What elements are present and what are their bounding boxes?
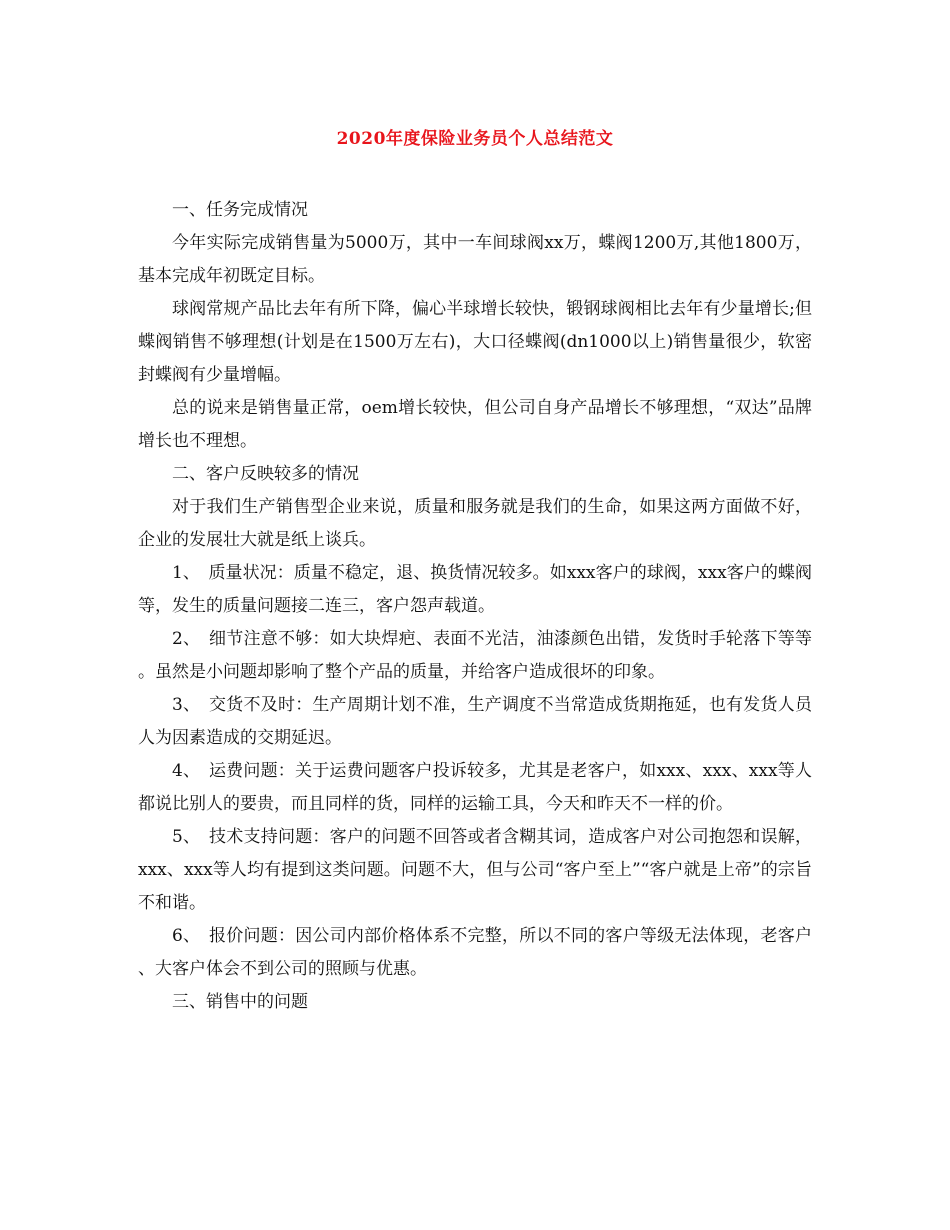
paragraph-sales-volume: 今年实际完成销售量为5000万，其中一车间球阀xx万，蝶阀1200万,其他1800万，基本完成年初既定目标。 — [138, 233, 812, 286]
paragraph-overall-summary: 总的说来是销售量正常，oem增长较快，但公司自身产品增长不够理想，“双达”品牌增长也不理想。 — [138, 398, 812, 451]
document-body — [138, 194, 812, 1019]
list-item-quotation-issue: 6、 报价问题：因公司内部价格体系不完整，所以不同的客户等级无法体现，老客户、大客户体会不到公司的照顾与优惠。 — [138, 926, 812, 979]
list-item-technical-support: 5、 技术支持问题：客户的问题不回答或者含糊其词，造成客户对公司抱怨和误解，xxx、xxx等人均有提到这类问题。问题不大，但与公司“客户至上”“客户就是上帝”的宗旨不和谐。 — [138, 827, 812, 913]
list-item-detail-attention: 2、 细节注意不够：如大块焊疤、表面不光洁，油漆颜色出错，发货时手轮落下等等。虽然是小问题却影响了整个产品的质量，并给客户造成很坏的印象。 — [138, 629, 812, 682]
list-item-quality-status: 1、 质量状况：质量不稳定，退、换货情况较多。如xxx客户的球阀，xxx客户的蝶阀等，发生的质量问题接二连三，客户怨声载道。 — [138, 563, 812, 616]
paragraph-quality-and-service: 对于我们生产销售型企业来说，质量和服务就是我们的生命，如果这两方面做不好，企业的发展壮大就是纸上谈兵。 — [138, 497, 812, 550]
document-title: 2020年度保险业务员个人总结范文 — [336, 129, 614, 149]
section-heading-customer-feedback: 二、客户反映较多的情况 — [172, 464, 359, 484]
section-heading-sales-problems: 三、销售中的问题 — [172, 992, 308, 1012]
list-item-delivery-delay: 3、 交货不及时：生产周期计划不准，生产调度不当常造成货期拖延，也有发货人员人为因素造成的交期延迟。 — [138, 695, 812, 748]
paragraph-product-trends: 球阀常规产品比去年有所下降，偏心半球增长较快，锻钢球阀相比去年有少量增长;但蝶阀销售不够理想(计划是在1500万左右)，大口径蝶阀(dn1000以上)销售量很少，软密封蝶阀有少量增幅。 — [138, 299, 812, 385]
list-item-freight-issue: 4、 运费问题：关于运费问题客户投诉较多，尤其是老客户，如xxx、xxx、xxx等人都说比别人的要贵，而且同样的货，同样的运输工具，今天和昨天不一样的价。 — [138, 761, 812, 814]
section-heading-task-completion: 一、任务完成情况 — [172, 200, 308, 220]
